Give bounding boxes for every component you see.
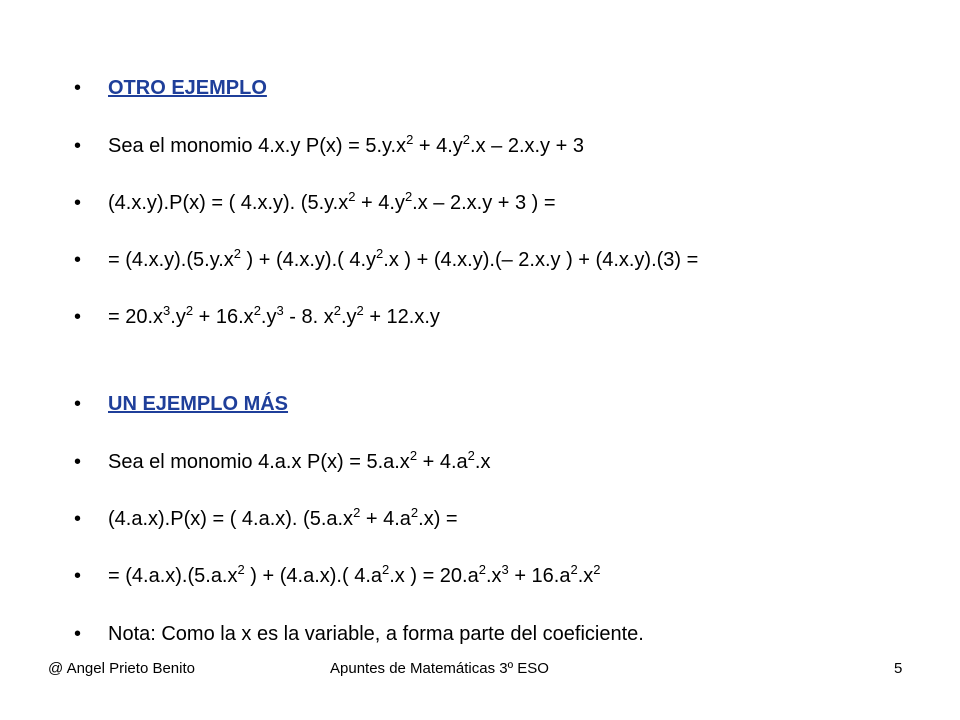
exponent: 2 [478,562,486,577]
bullet-icon: • [74,306,82,328]
text-run: = (4.x.y).(5.y.x [108,249,234,271]
bullet-icon: • [74,623,82,645]
bullet-icon: • [74,77,82,99]
bullet-text [108,134,584,158]
text-run: + 16.x [193,306,254,328]
bullet-text [108,622,644,646]
exponent: 3 [276,303,284,318]
exponent: 2 [570,562,578,577]
bullet-icon: • [74,192,82,214]
exponent: 2 [253,303,261,318]
exponent: 2 [348,189,356,204]
text-run: Sea el monomio 4.a.x P(x) = 5.a.x [108,451,410,473]
heading-text [108,392,288,416]
bullet-icon: • [74,393,82,415]
text-run: Sea el monomio 4.x.y P(x) = 5.y.x [108,135,407,157]
text-run: + 4.a [360,508,411,530]
bullet-text [108,248,698,272]
exponent: 2 [185,303,194,318]
heading-text [108,76,267,100]
text-run: + 12.x.y [363,306,440,328]
text-run: + 4.y [413,135,463,157]
exponent: 2 [410,505,419,520]
text-run: OTRO EJEMPLO [108,77,267,99]
footer-page-number: 5 [894,660,903,677]
text-run: .y [170,306,186,328]
footer-author: @ Angel Prieto Benito [48,660,195,677]
bullet-icon: • [74,249,82,271]
text-run: .x – 2.x.y + 3 [470,135,584,157]
exponent: 2 [376,246,384,261]
text-run: = (4.a.x).(5.a.x [108,565,238,587]
bullet-icon: • [74,451,82,473]
exponent: 2 [356,303,364,318]
text-run: (4.a.x).P(x) = ( 4.a.x). (5.a.x [108,508,354,530]
bullet-text [108,450,490,474]
text-run: .y [340,306,357,328]
text-run: .x) = [418,508,458,530]
text-run: UN EJEMPLO MÁS [108,393,289,415]
text-run: ) + (4.x.y).( 4.y [241,249,377,271]
exponent: 2 [409,448,418,463]
text-run: - 8. x [283,306,334,328]
bullet-text [108,507,458,531]
text-run: .x [485,565,502,587]
text-run: .x [577,565,594,587]
exponent: 2 [593,562,601,577]
text-run: .x [474,451,491,473]
exponent: 2 [237,562,245,577]
bullet-icon: • [74,565,82,587]
footer-course: Apuntes de Matemáticas 3º ESO [330,660,549,677]
text-run: .x – 2.x.y + 3 ) = [412,192,556,214]
exponent: 2 [406,132,414,147]
text-run: Nota: Como la x es la variable, a forma parte del coeficiente. [108,623,644,645]
text-run: = 20.x [108,306,164,328]
exponent: 2 [353,505,361,520]
bullet-text [108,564,601,588]
text-run: .x ) = 20.a [389,565,479,587]
bullet-icon: • [74,135,82,157]
exponent: 2 [233,246,241,261]
text-run: + 4.a [417,451,468,473]
text-run: ) + (4.a.x).( 4.a [244,565,382,587]
text-run: + 4.y [355,192,405,214]
text-run: + 16.a [508,565,571,587]
exponent: 2 [467,448,475,463]
bullet-icon: • [74,508,82,530]
exponent: 3 [163,303,171,318]
exponent: 2 [333,303,341,318]
text-run: .x ) + (4.x.y).(– 2.x.y ) + (4.x.y).(3) = [383,249,699,271]
bullet-text [108,305,440,329]
exponent: 3 [501,562,509,577]
text-run: .y [260,306,277,328]
exponent: 2 [382,562,390,577]
text-run: (4.x.y).P(x) = ( 4.x.y). (5.y.x [108,192,349,214]
exponent: 2 [404,189,413,204]
exponent: 2 [462,132,471,147]
bullet-text [108,191,556,215]
